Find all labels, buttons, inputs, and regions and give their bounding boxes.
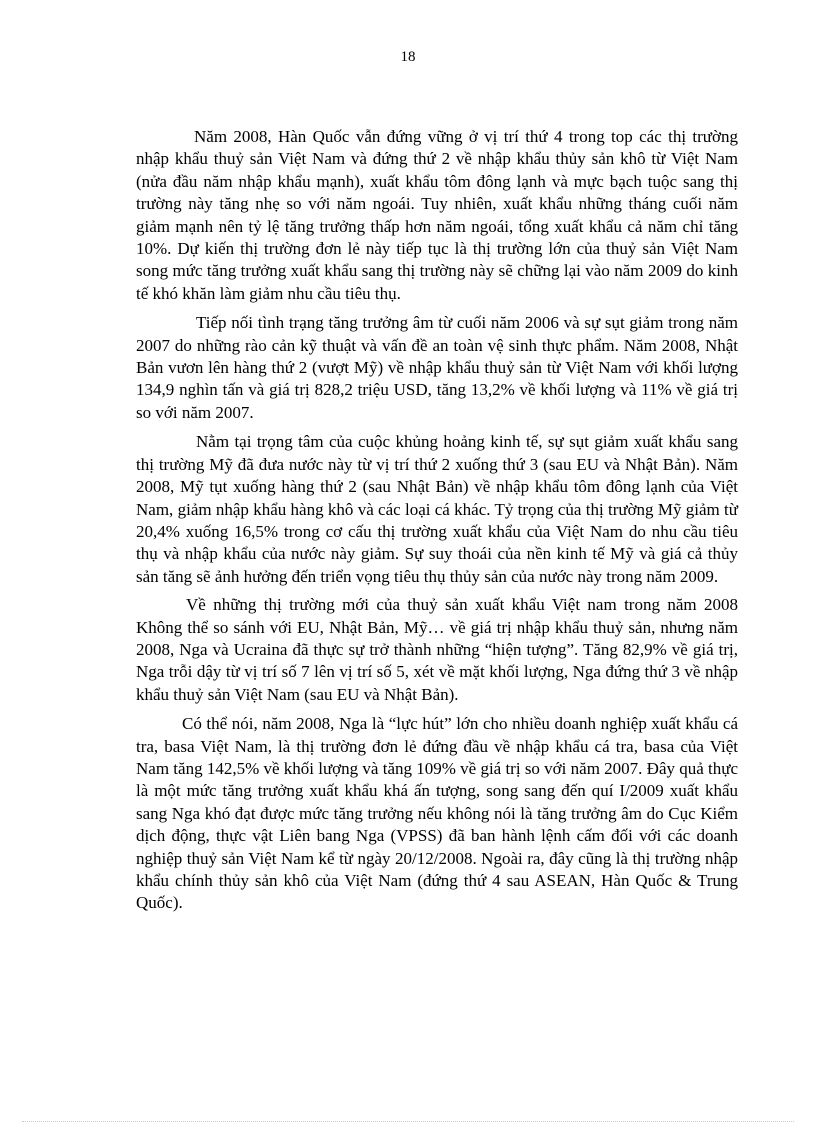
paragraph-japan-market: Tiếp nối tình trạng tăng trưởng âm từ cuối năm 2006 và sự sụt giảm trong năm 2007 do những rào cản kỹ thuật và vấn đề an toàn vệ sinh thực phẩm. Năm 2008, Nhật Bản vươn lên hàng thứ 2 (vượt Mỹ) về nhập khẩu thuỷ sản từ Việt Nam với khối lượng 134,9 nghìn tấn và giá trị 828,2 triệu USD, tăng 13,2% về khối lượng và 11% về giá trị so với năm 2007. xyxy=(136,313,738,422)
page-bottom-divider xyxy=(22,1121,794,1122)
document-body xyxy=(136,126,738,922)
page-number: 18 xyxy=(400,49,416,65)
paragraph-new-markets: Về những thị trường mới của thuỷ sản xuất khẩu Việt nam trong năm 2008 Không thể so sánh với EU, Nhật Bản, Mỹ… về giá trị nhập khẩu thuỷ sản, nhưng năm 2008, Nga và Ucraina đã thực sự trở thành những “hiện tượng”. Tăng 82,9% về giá trị, Nga trỗi dậy từ vị trí số 7 lên vị trí số 5, xét về mặt khối lượng, Nga đứng thứ 3 về nhập khẩu thuỷ sản Việt Nam (sau EU và Nhật Bản). xyxy=(136,595,738,704)
paragraph-korea-market: Năm 2008, Hàn Quốc vẫn đứng vững ở vị trí thứ 4 trong top các thị trường nhập khẩu thuỷ sản Việt Nam và đứng thứ 2 về nhập khẩu thủy sản khô từ Việt Nam (nửa đầu năm nhập khẩu mạnh), xuất khẩu tôm đông lạnh và mực bạch tuộc sang thị trường này tăng nhẹ so với năm ngoái. Tuy nhiên, xuất khẩu những tháng cuối năm giảm mạnh nên tỷ lệ tăng trưởng thấp hơn năm ngoái, tổng xuất khẩu cả năm chỉ tăng 10%. Dự kiến thị trường đơn lẻ này tiếp tục là thị trường lớn của thuỷ sản Việt Nam song mức tăng trưởng xuất khẩu sang thị trường này sẽ chững lại vào năm 2009 do kinh tế khó khăn làm giảm nhu cầu tiêu thụ. xyxy=(136,127,738,303)
paragraph-russia-market: Có thể nói, năm 2008, Nga là “lực hút” lớn cho nhiều doanh nghiệp xuất khẩu cá tra, basa Việt Nam, là thị trường đơn lẻ đứng đầu về nhập khẩu cá tra, basa của Việt Nam tăng 142,5% về khối lượng và tăng 109% về giá trị so với năm 2007. Đây quả thực là một mức tăng trưởng xuất khẩu khá ấn tượng, song sang đến quí I/2009 xuất khẩu sang Nga khó đạt được mức tăng trưởng nếu không nói là tăng trưởng âm do Cục Kiểm dịch động, thực vật Liên bang Nga (VPSS) đã ban hành lệnh cấm đối với các doanh nghiệp thuỷ sản Việt Nam kể từ ngày 20/12/2008. Ngoài ra, đây cũng là thị trường nhập khẩu chính thủy sản khô của Việt Nam (đứng thứ 4 sau ASEAN, Hàn Quốc & Trung Quốc). xyxy=(136,714,739,913)
paragraph-us-market: Nằm tại trọng tâm của cuộc khủng hoảng kinh tế, sự sụt giảm xuất khẩu sang thị trường Mỹ đã đưa nước này từ vị trí thứ 2 xuống thứ 3 (sau EU và Nhật Bản). Năm 2008, Mỹ tụt xuống hàng thứ 2 (sau Nhật Bản) về nhập khẩu tôm đông lạnh của Việt Nam, giảm nhập khẩu hàng khô và các loại cá khác. Tỷ trọng của thị trường Mỹ giảm từ 20,4% xuống 16,5% trong cơ cấu thị trường xuất khẩu của Việt Nam do nhu cầu tiêu thụ và nhập khẩu của nước này giảm. Sự suy thoái của nền kinh tế Mỹ và giá cả thủy sản tăng sẽ ảnh hưởng đến triển vọng tiêu thụ thủy sản của nước này trong năm 2009. xyxy=(136,432,738,586)
